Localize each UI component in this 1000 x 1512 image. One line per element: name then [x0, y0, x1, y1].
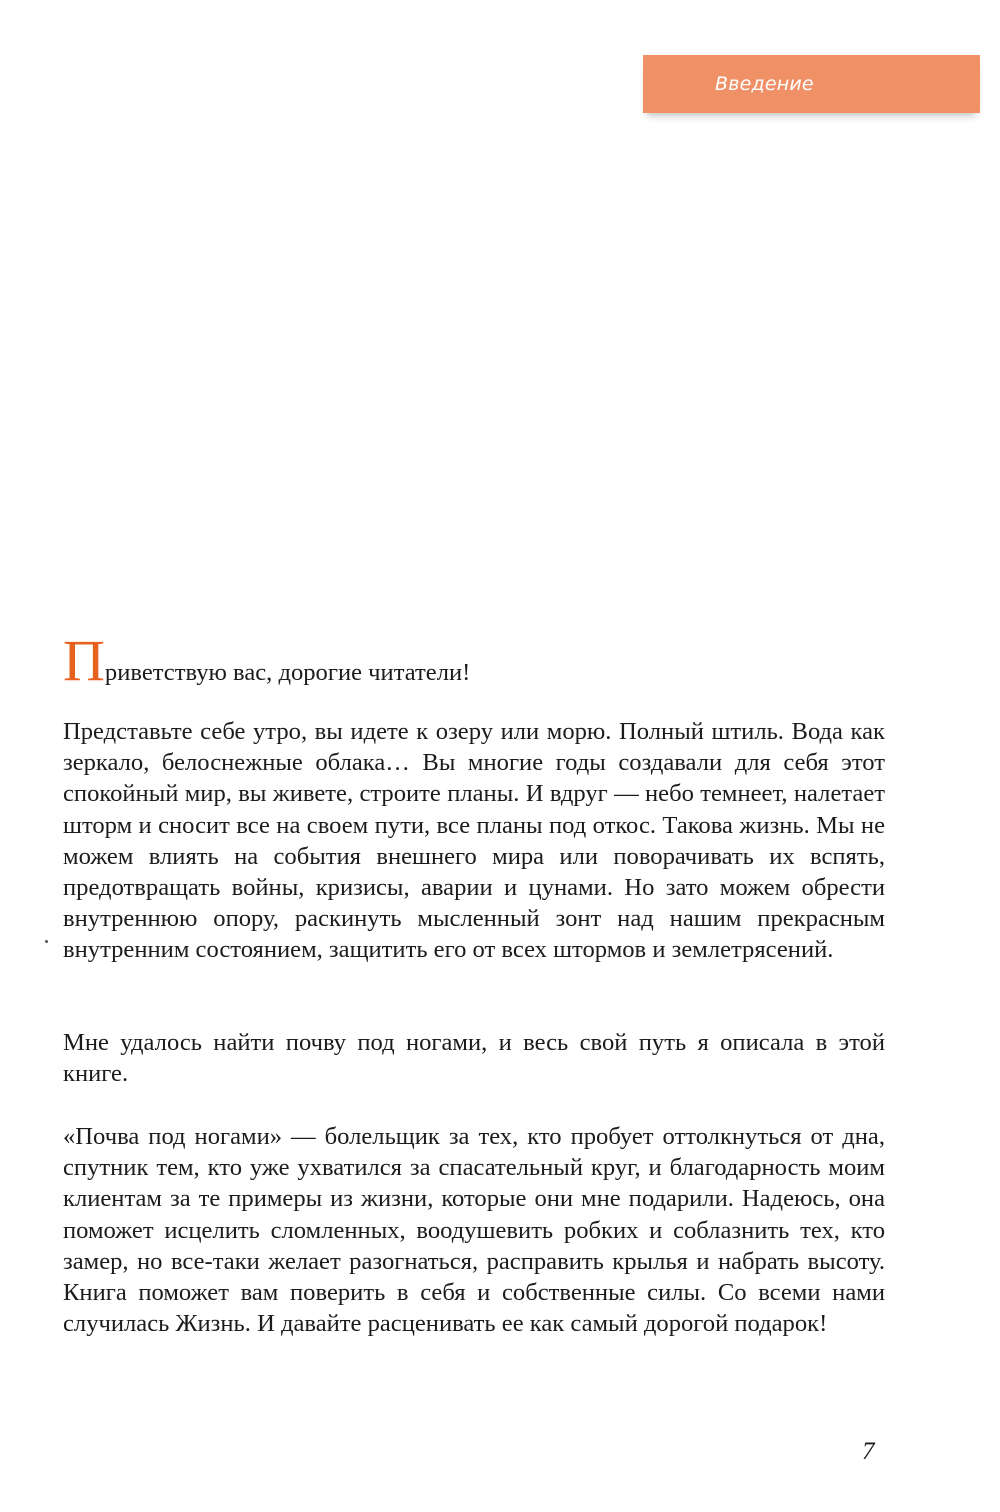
section-tab	[643, 55, 980, 113]
page-number: 7	[862, 1438, 875, 1465]
greeting-text: риветствую вас, дорогие читатели!	[104, 659, 471, 686]
paragraph: Представьте себе утро, вы идете к озеру или морю. Полный штиль. Вода как зеркало, белоснежные облака… Вы многие годы создавали для себя этот спокойный мир, вы живете, строите планы. И вдруг — небо темнеет, налетает шторм и сносит все на своем пути, все планы под откос. Такова жизнь. Мы не можем влиять на события внешнего мира или поворачивать их вспять, предотвращать войны, кризисы, аварии и цунами. Но зато можем обрести внутреннюю опору, раскинуть мысленный зонт над нашим прекрасным внутренним состоянием, защитить его от всех штормов и землетрясений.	[63, 718, 885, 964]
paragraph: «Почва под ногами» — болельщик за тех, кто пробует оттолкнуться от дна, спутник тем, кто уже ухватился за спасательный круг, и благодарность моим клиентам за те примеры из жизни, которые они мне подарили. Надеюсь, она поможет исцелить сломленных, воодушевить робких и соблазнить тех, кто замер, но все-таки желает разогнаться, расправить крылья и набрать высоту. Книга поможет вам поверить в себя и собственные силы. Со всеми нами случилась Жизнь. И давайте расценивать ее как самый дорогой подарок!	[63, 1123, 885, 1338]
section-title: Введение	[715, 73, 814, 95]
drop-cap: П	[63, 628, 105, 693]
paragraph: Мне удалось найти почву под ногами, и весь свой путь я описала в этой книге.	[63, 1029, 885, 1088]
greeting-line	[63, 628, 885, 703]
scan-speck	[45, 940, 48, 943]
